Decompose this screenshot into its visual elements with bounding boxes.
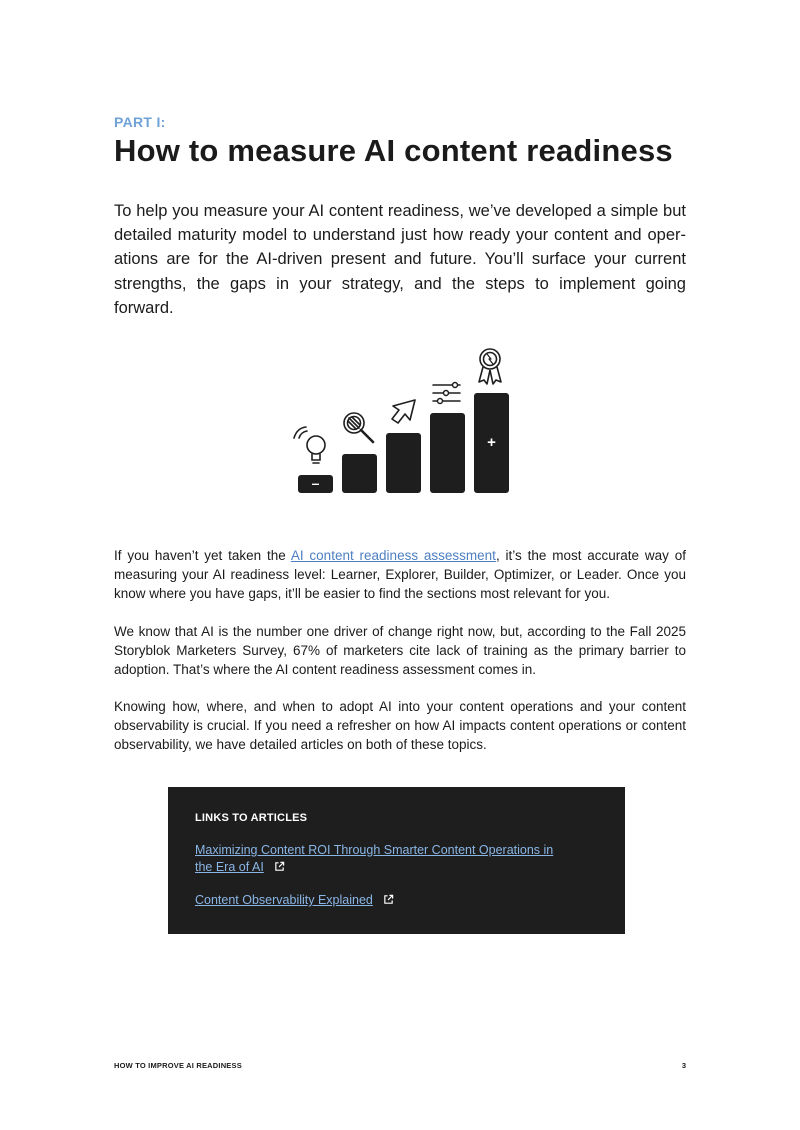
body-paragraph-assessment <box>114 546 686 603</box>
article-link-label: Maximizing Content ROI Through Smarter Content Operations in the Era of AI <box>195 843 554 874</box>
plus-symbol: + <box>487 434 496 451</box>
lead-paragraph: To help you measure your AI content readiness, we’ve developed a simple but detailed maturity model to understand just how ready your content and oper-ations are for the AI-driven present and future. You’ll surface your current strengths, the gaps in your strategy, and the steps to implement going forward. <box>114 202 686 317</box>
article-link-content-roi[interactable] <box>195 842 565 876</box>
magnifier-icon <box>344 413 373 442</box>
links-to-articles-box <box>168 787 625 934</box>
assessment-link[interactable]: AI content readiness assessment <box>290 548 496 563</box>
lightbulb-icon <box>294 427 325 463</box>
sliders-icon <box>433 383 460 404</box>
maturity-illustration <box>280 340 520 500</box>
maturity-bar-2 <box>342 454 377 493</box>
assessment-text-before: If you haven’t yet taken the <box>114 548 291 563</box>
section-eyebrow: PART I: <box>114 114 166 130</box>
page-title: How to measure AI content readiness <box>114 133 673 168</box>
links-box-title: LINKS TO ARTICLES <box>195 812 308 824</box>
maturity-bar-4 <box>430 413 465 493</box>
maturity-bar-3 <box>386 433 421 493</box>
body-paragraph-survey: We know that AI is the number one driver of change right now, but, according to the Fall 2025 Storyblok Marketers Survey, 67% of marketers cite lack of training as the primary barrier to adoption. That’s where the AI content readiness assessment comes in. <box>114 624 686 677</box>
page-number: 3 <box>681 1061 686 1070</box>
body-paragraph-topics: Knowing how, where, and when to adopt AI into your content operations and your content observability is crucial. If you need a refresher on how AI impacts content operations or content observability, we have detailed articles on both of these topics. <box>114 699 686 752</box>
minus-symbol: – <box>311 475 320 491</box>
cursor-arrow-icon <box>392 400 415 423</box>
assessment-text-after: , it’s the most accurate way of measuring your AI readiness level: Learner, Explorer, Builder, Optimizer, or Leader. Once you know where you have gaps, it’ll be easier to find the sections most relevant for you. <box>114 548 686 601</box>
article-link-content-observability[interactable] <box>195 892 565 909</box>
external-link-icon <box>383 894 394 905</box>
external-link-icon <box>274 861 285 872</box>
award-ribbon-icon <box>479 349 501 384</box>
footer-document-title: HOW TO IMPROVE AI READINESS <box>114 1061 242 1070</box>
article-link-label: Content Observability Explained <box>195 893 373 907</box>
